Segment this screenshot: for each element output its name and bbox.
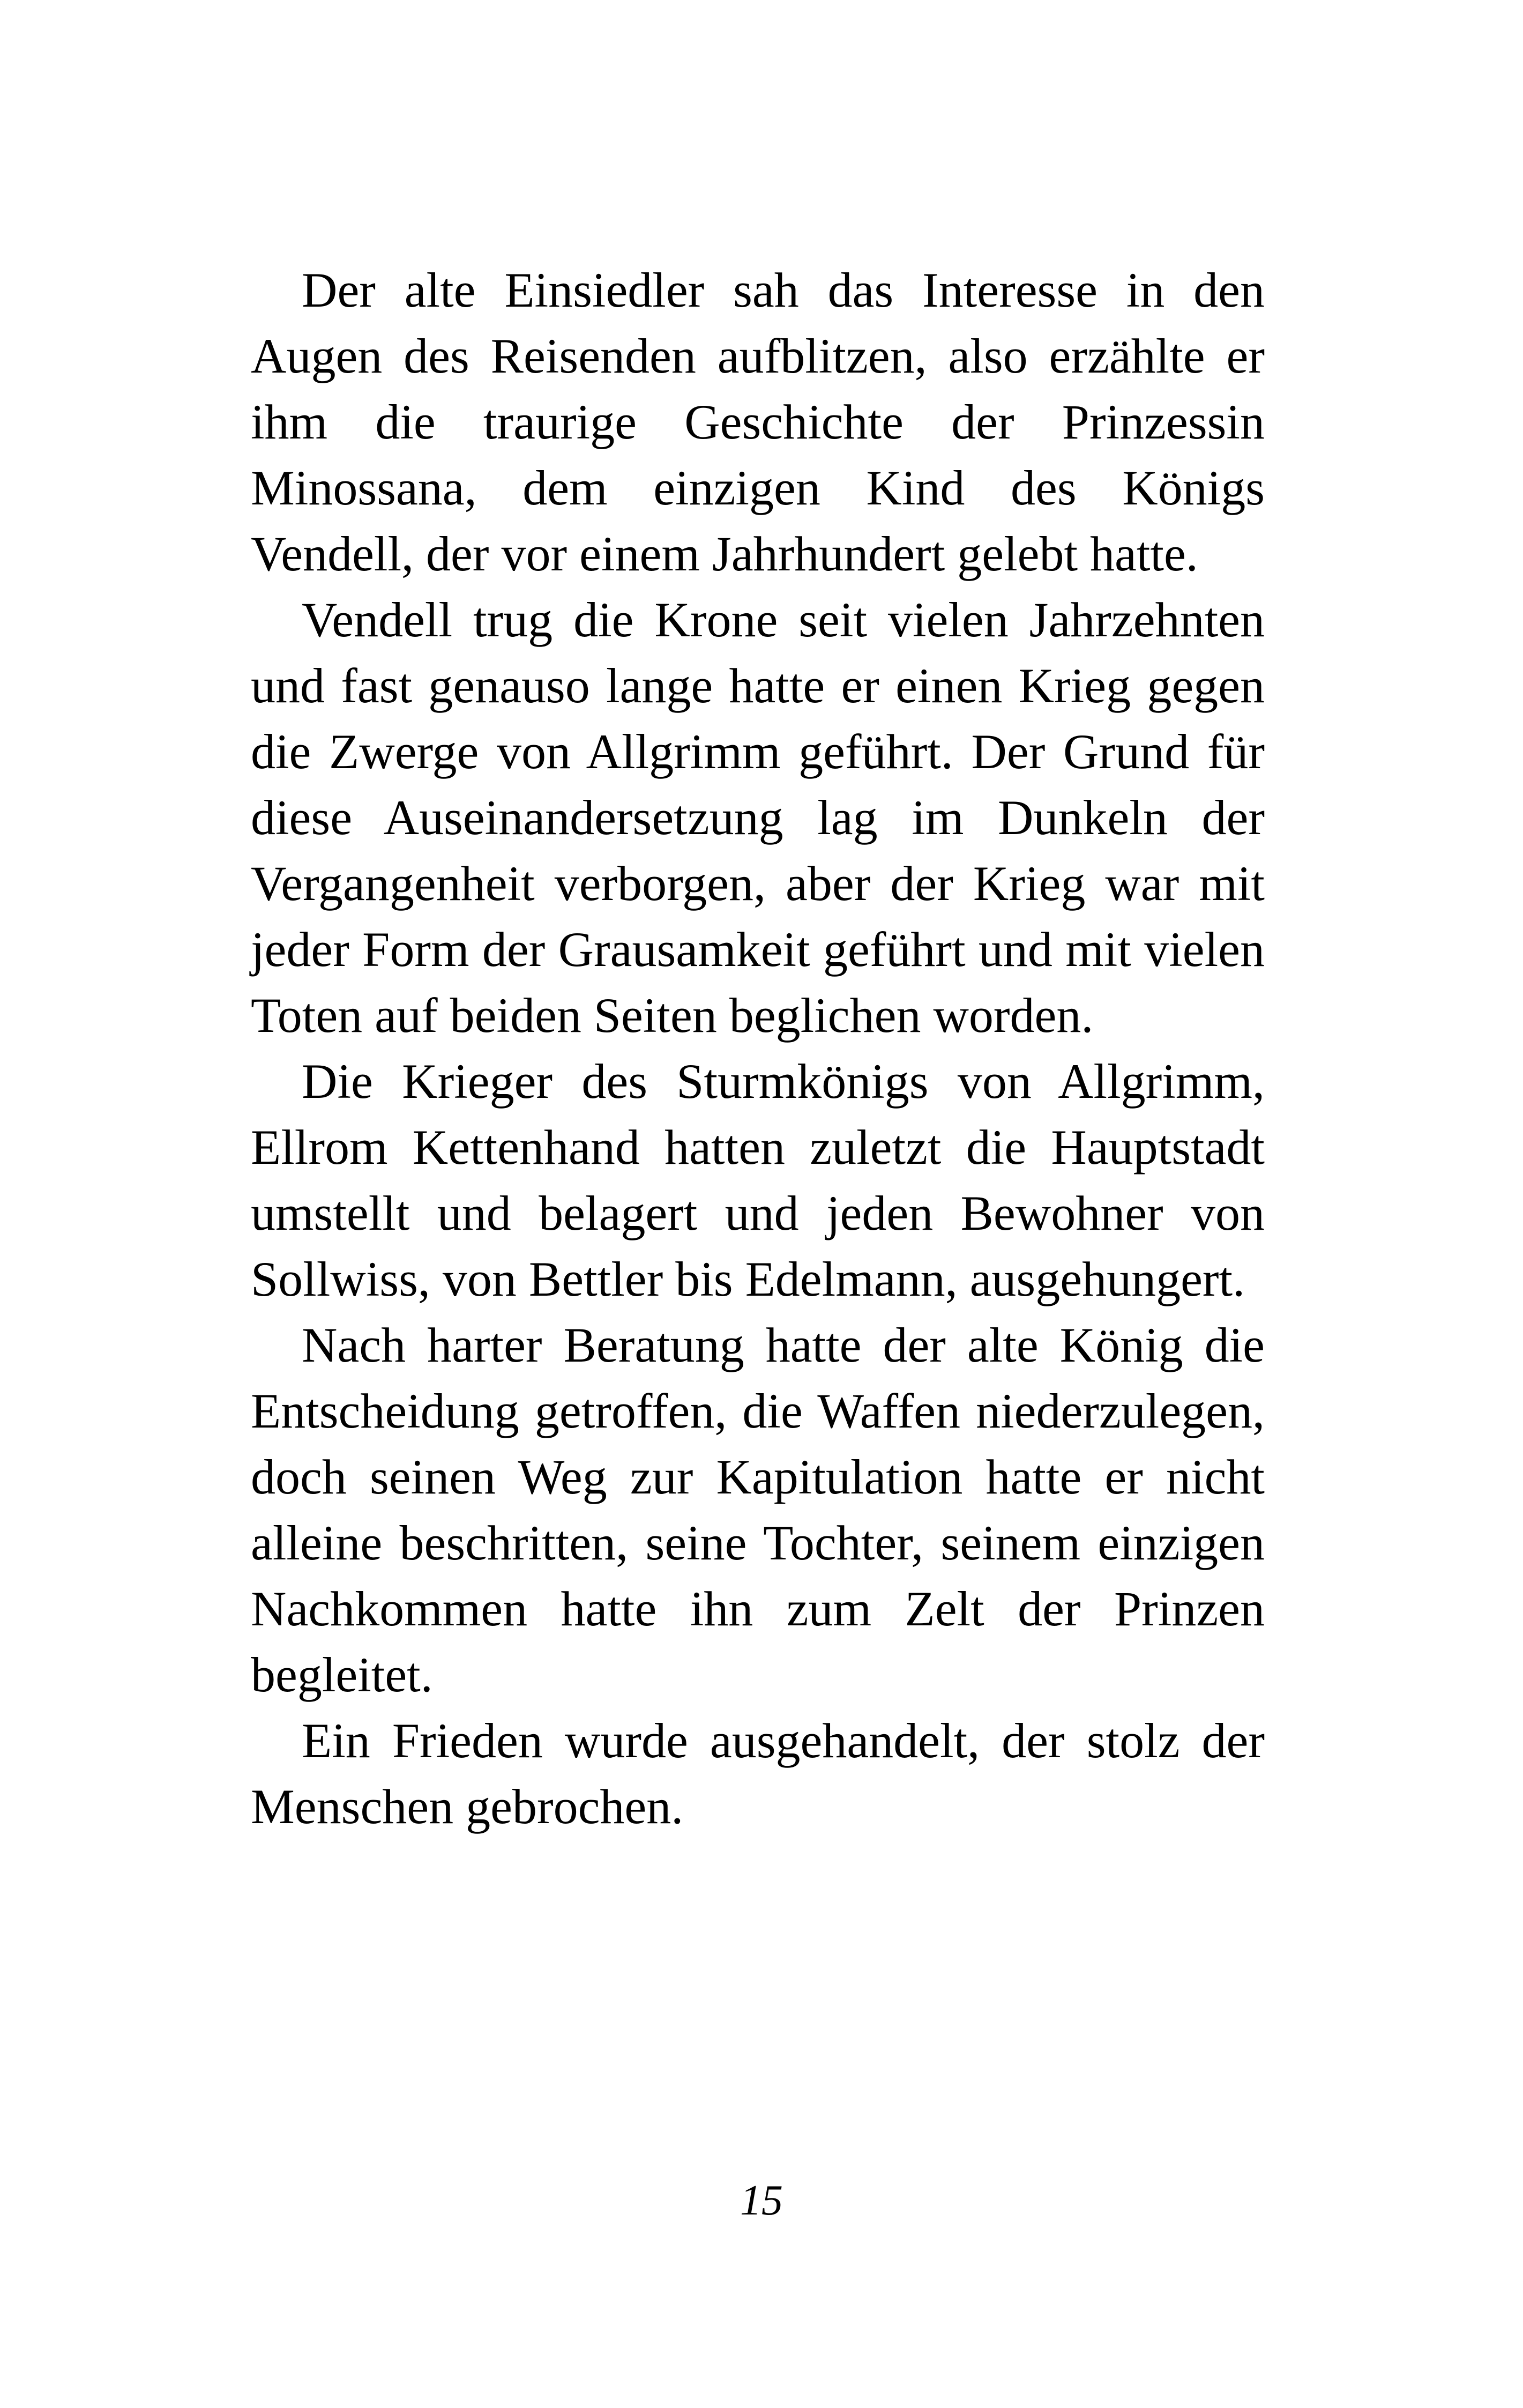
paragraph-3: Die Krieger des Sturmkönigs von Allgrimm, Ellrom Kettenhand hatten zuletzt die Hauptstadt umstellt und belagert und jeden Bewohner von Sollwiss, von Bettler bis Edelmann, ausgehungert.	[251, 1054, 1265, 1306]
paragraph-1: Der alte Einsiedler sah das Interesse in den Augen des Reisenden aufblitzen, also erzählte er ihm die traurige Geschichte der Prinzessin Minossana, dem einzigen Kind des Königs Vendell, der vor einem Jahrhundert gelebt hatte.	[251, 263, 1265, 581]
paragraph-2: Vendell trug die Krone seit vielen Jahrzehnten und fast genauso lange hatte er einen Krieg gegen die Zwerge von Allgrimm geführt. Der Grund für diese Auseinandersetzung lag im Dunkeln der Vergangenheit verborgen, aber der Krieg war mit jeder Form der Grausamkeit geführt und mit vielen Toten auf beiden Seiten beglichen worden.	[251, 592, 1265, 1043]
page-number: 15	[740, 2177, 783, 2224]
paragraph-4: Nach harter Beratung hatte der alte König die Entscheidung getroffen, die Waffen niederzulegen, doch seinen Weg zur Kapitulation hatte er nicht alleine beschritten, seine Tochter, seinem einzigen Nachkommen hatte ihn zum Zelt der Prinzen begleitet.	[251, 1318, 1265, 1702]
paragraph-5: Ein Frieden wurde ausgehandelt, der stolz der Menschen gebrochen.	[251, 1713, 1265, 1834]
body-text	[251, 257, 1265, 1840]
